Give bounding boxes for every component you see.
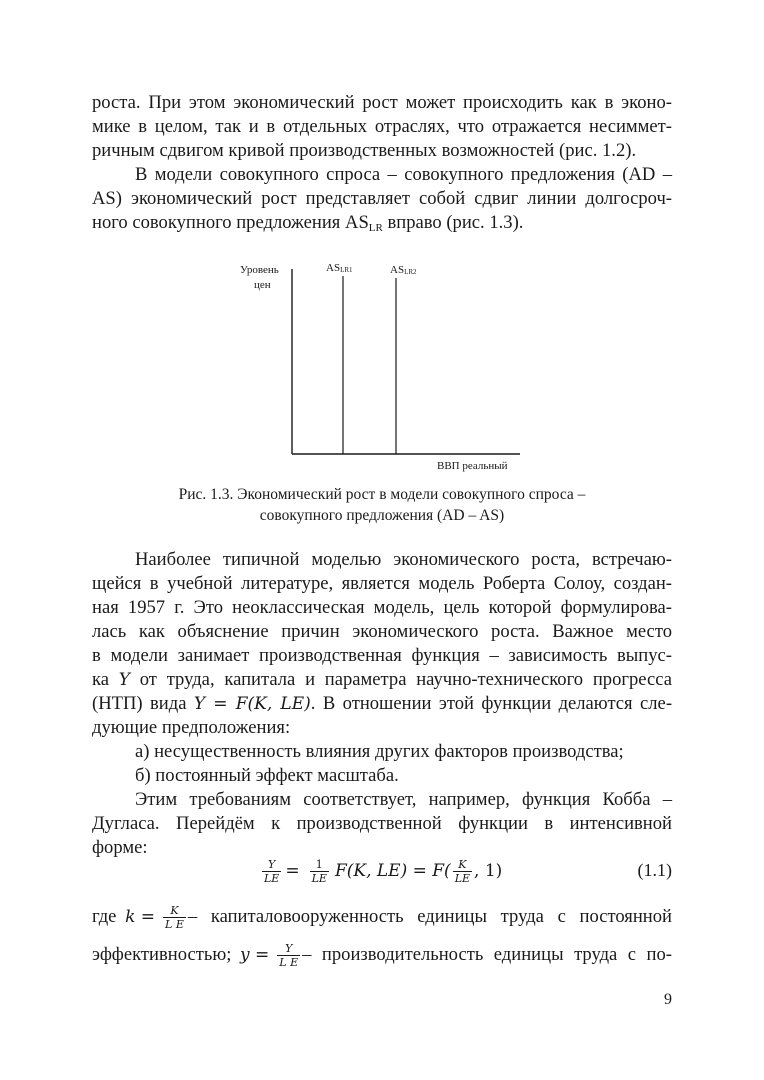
equation-number: (1.1) bbox=[637, 860, 672, 880]
page-number: 9 bbox=[664, 991, 672, 1008]
x-axis-label: ВВП реальный bbox=[437, 460, 508, 472]
fraction bbox=[262, 858, 281, 885]
numerator: K bbox=[453, 858, 472, 872]
denominator: LE bbox=[454, 871, 471, 885]
text-line bbox=[92, 692, 672, 716]
numerator: Y bbox=[277, 942, 300, 956]
denominator: LE bbox=[264, 871, 280, 885]
text-segment: . В отношении этой функции делаются сле- bbox=[310, 693, 673, 714]
curve-aslr2-label bbox=[390, 264, 417, 276]
fraction bbox=[277, 942, 300, 969]
curve-aslr1-sub: LR1 bbox=[340, 266, 353, 274]
math-variable: y = bbox=[240, 945, 270, 965]
text-segment: где bbox=[92, 906, 122, 927]
list-item: а) несущественность влияния других факторов производства; bbox=[135, 741, 624, 762]
text-segment: – капиталовооруженность единицы труда с постоянной bbox=[187, 906, 672, 927]
curve-aslr1-label bbox=[326, 262, 353, 274]
text-segment: ка bbox=[92, 669, 119, 690]
numerator: K bbox=[163, 904, 186, 918]
curve-aslr2-sub: LR2 bbox=[404, 268, 417, 276]
text-line bbox=[92, 211, 672, 235]
text-segment: от труда, капитала и параметра научно-технического прогресса bbox=[130, 669, 672, 690]
fraction bbox=[163, 904, 186, 931]
denominator: L E bbox=[279, 955, 299, 969]
fraction bbox=[310, 858, 329, 885]
text-segment: – производительность единицы труда с по- bbox=[302, 944, 672, 965]
text-line: лась как объяснение причин экономического роста. Важное место bbox=[92, 621, 672, 642]
text-line bbox=[92, 668, 672, 692]
text-segment: вправо (рис. 1.3). bbox=[382, 212, 524, 233]
math-variable: Y bbox=[118, 670, 130, 690]
curve-aslr2-main: AS bbox=[390, 264, 405, 276]
figure-caption-line1: Рис. 1.3. Экономический рост в модели совокупного спроса – bbox=[178, 486, 586, 503]
text-segment: (НТП) вида bbox=[92, 693, 194, 714]
text-line: В модели совокупного спроса – совокупного предложения (AD – bbox=[135, 164, 672, 185]
text-line: Наиболее типичной моделью экономического роста, встречаю- bbox=[135, 549, 672, 570]
curve-aslr1-main: AS bbox=[326, 262, 341, 274]
math-formula: Y = F(K, LE) bbox=[193, 694, 311, 714]
text-segment: ного совокупного предложения AS bbox=[92, 212, 369, 233]
math-variable: k = bbox=[125, 907, 156, 927]
text-line: AS) экономический рост представляет собой сдвиг линии долгосроч- bbox=[92, 188, 672, 209]
numerator: 1 bbox=[310, 858, 329, 872]
text-line: роста. При этом экономический рост может происходить как в эконо- bbox=[92, 92, 672, 113]
text-line: Этим требованиям соответствует, например, функция Кобба – bbox=[135, 789, 672, 810]
equation-middle: F(K, LE) = F( bbox=[334, 861, 451, 881]
text-segment: эффективностью; bbox=[92, 944, 237, 965]
text-line: форме: bbox=[92, 837, 148, 858]
fraction bbox=[453, 858, 472, 885]
subscript: LR bbox=[368, 222, 383, 234]
text-line: ная 1957 г. Это неоклассическая модель, цель которой формулирова- bbox=[92, 597, 672, 618]
equation-end: , 1) bbox=[474, 861, 503, 881]
equation bbox=[260, 851, 502, 891]
equals-sign: = bbox=[285, 861, 300, 881]
text-line: мике в целом, так и в отдельных отраслях, что отражается несиммет- bbox=[92, 116, 672, 137]
numerator: Y bbox=[262, 858, 281, 872]
text-line: щейся в учебной литературе, является модель Роберта Солоу, создан- bbox=[92, 573, 672, 594]
denominator: L E bbox=[165, 917, 184, 931]
figure-caption-line2: совокупного предложения (AD – AS) bbox=[259, 507, 505, 524]
text-line bbox=[92, 900, 672, 934]
list-item: б) постоянный эффект масштаба. bbox=[135, 765, 399, 786]
text-line: ричным сдвигом кривой производственных возможностей (рис. 1.2). bbox=[92, 140, 637, 161]
figure-chart bbox=[230, 255, 540, 477]
text-line: Дугласа. Перейдём к производственной функции в интенсивной bbox=[92, 813, 672, 834]
y-axis-label-line2: цен bbox=[254, 279, 271, 291]
denominator: LE bbox=[311, 871, 327, 885]
text-line: в модели занимает производственная функция – зависимость выпус- bbox=[92, 645, 672, 666]
text-line: дующие предположения: bbox=[92, 717, 291, 738]
text-line bbox=[92, 938, 672, 972]
y-axis-label-line1: Уровень bbox=[240, 264, 279, 276]
